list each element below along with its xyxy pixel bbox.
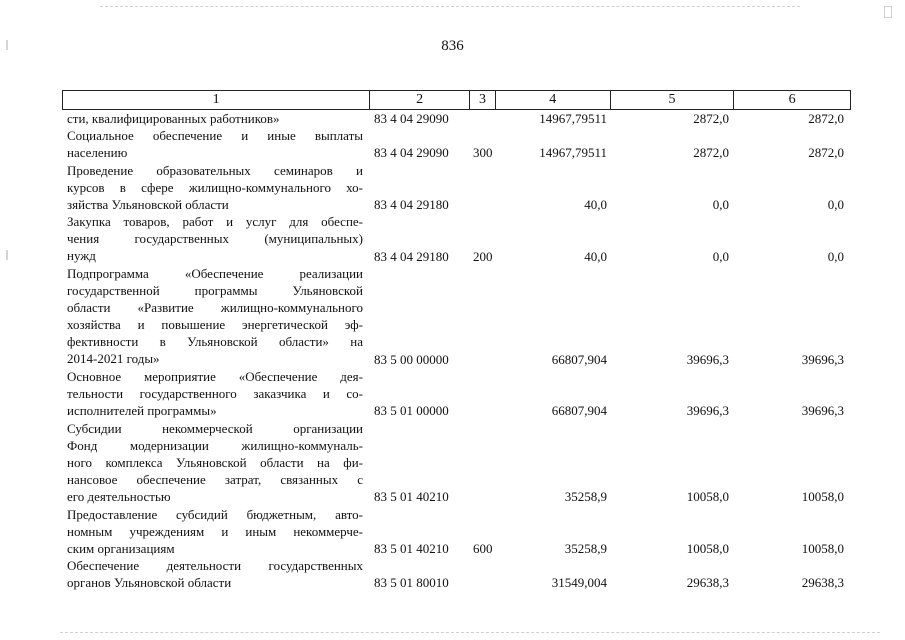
scan-artifact-corner [884,6,892,18]
row-code: 83 5 01 40210 [374,489,449,505]
row-value-col5: 39696,3 [686,403,729,419]
row-value-col5: 0,0 [712,248,729,264]
row-value-col4: 40,0 [584,196,607,212]
table-row [0,162,905,214]
row-name-line: Предоставление субсидий бюджетным, авто- [67,506,363,522]
scan-artifact-top [100,6,800,8]
row-value-col6: 10058,0 [801,489,844,505]
table-row [0,127,905,161]
row-name [67,127,363,161]
row-name [67,557,363,591]
row-name-line: курсов в сфере жилищно-коммунального хо- [67,179,363,195]
row-code: 83 5 01 80010 [374,575,449,591]
row-name-line: номным учреждениям и иным некоммерче- [67,523,363,539]
row-name-line: нужд [67,248,96,264]
row-name-line: органов Ульяновской области [67,575,232,591]
table-header [62,90,851,110]
row-name-line: ским организациям [67,540,175,556]
row-expense-type: 300 [473,145,493,161]
table-row [0,420,905,506]
row-code: 83 4 04 29180 [374,248,449,264]
row-value-col5: 39696,3 [686,351,729,367]
row-name-line: его деятельностью [67,488,171,504]
row-name-line: Закупка товаров, работ и услуг для обеспе- [67,214,363,230]
row-name-line: Подпрограмма «Обеспечение реализации [67,265,363,281]
row-value-col5: 10058,0 [686,489,729,505]
row-name-line: 2014-2021 годы» [67,350,160,366]
row-value-col5: 2872,0 [693,111,729,126]
row-value-col6: 2872,0 [808,145,844,161]
table-row [0,265,905,368]
header-col-5: 5 [611,91,735,109]
row-value-col4: 35258,9 [564,540,607,556]
page-number: 836 [441,38,464,54]
row-name [67,420,363,505]
row-code: 83 5 01 00000 [374,403,449,419]
row-value-col6: 2872,0 [808,111,844,126]
row-value-col4: 66807,904 [551,351,607,367]
row-name-line: Основное мероприятие «Обеспечение дея- [67,369,363,384]
row-value-col5: 10058,0 [686,540,729,556]
row-code: 83 4 04 29180 [374,196,449,212]
header-col-3: 3 [470,91,496,109]
row-value-col5: 29638,3 [686,575,729,591]
table-row [0,110,905,127]
row-value-col6: 39696,3 [801,351,844,367]
header-col-4: 4 [496,91,611,109]
row-name [67,506,363,557]
row-name-line: Социальное обеспечение и иные выплаты [67,128,363,144]
table-row [0,213,905,265]
row-value-col4: 35258,9 [564,489,607,505]
header-col-6: 6 [788,92,796,107]
row-name [67,162,363,213]
row-value-col5: 2872,0 [693,145,729,161]
row-name-line: хозяйства и повышение энергетической эф- [67,316,363,332]
row-name [67,368,363,419]
row-name-line: Субсидии некоммерческой организации [67,420,363,436]
row-code: 83 5 00 00000 [374,351,449,367]
row-name-line: Обеспечение деятельности государственных [67,558,363,574]
row-value-col5: 0,0 [712,196,729,212]
row-value-col4: 66807,904 [551,403,607,419]
row-name-line: ного комплекса Ульяновской области на фи- [67,454,363,470]
row-value-col4: 14967,79511 [539,145,607,161]
row-name-line: населению [67,145,128,161]
row-name-line: области «Развитие жилищно-коммунального [67,299,363,315]
table-row [0,557,905,591]
row-value-col6: 39696,3 [801,403,844,419]
row-name-line: исполнителей программы» [67,403,217,418]
row-expense-type: 200 [473,248,493,264]
row-code: 83 5 01 40210 [374,540,449,556]
row-value-col4: 14967,79511 [539,111,607,126]
row-code: 83 4 04 29090 [374,111,449,126]
row-name-line: Фонд модернизации жилищно-коммуналь- [67,437,363,453]
row-name [67,213,363,264]
scan-artifact-bottom [60,632,880,634]
row-name-line: нансовое обеспечение затрат, связанных с [67,471,363,487]
row-name-line: фективности в Ульяновской области» на [67,333,363,349]
header-col-2: 2 [370,91,470,109]
row-name [67,110,363,127]
row-code: 83 4 04 29090 [374,145,449,161]
row-name-line: зяйства Ульяновской области [67,196,229,212]
row-name-line: чения государственных (муниципальных) [67,231,363,247]
row-name-line: сти, квалифицированных работников» [67,111,280,126]
row-name [67,265,363,367]
row-name-line: государственной программы Ульяновской [67,282,363,298]
row-value-col6: 29638,3 [801,575,844,591]
row-value-col6: 0,0 [827,248,844,264]
table-row [0,506,905,558]
row-name-line: тельности государственного заказчика и со- [67,386,363,401]
row-name-line: Проведение образовательных семинаров и [67,162,363,178]
table-row [0,368,905,420]
row-value-col6: 0,0 [827,196,844,212]
header-col-1: 1 [63,91,370,109]
row-value-col4: 31549,004 [551,575,607,591]
row-value-col6: 10058,0 [801,540,844,556]
row-value-col4: 40,0 [584,248,607,264]
row-expense-type: 600 [473,540,493,556]
